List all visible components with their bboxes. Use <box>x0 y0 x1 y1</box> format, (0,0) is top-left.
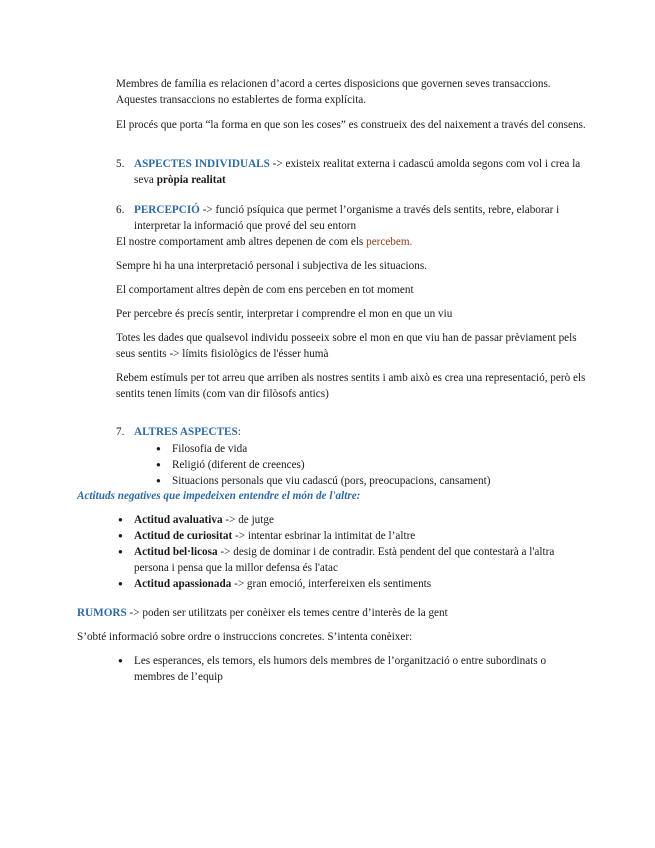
list-item <box>116 544 586 576</box>
paragraph-estimuls: Rebem estímuls per tot arreu que arriben als nostres sentits i amb això es crea una representació, però els sentits tenen límits (com van dir filòsofs antics) <box>116 372 586 400</box>
attitude-text: -> desig de dominar i de contradir. Està pendent del que contestarà a l'altra persona i pensa que la millor defensa és l'atac <box>134 546 555 574</box>
section-text: -> existeix realitat externa i cadascú amolda segons com vol i crea la seva <box>134 158 581 186</box>
list-item <box>154 473 584 489</box>
attitude-name: Actitud de curiositat <box>134 530 233 542</box>
paragraph-comportament: El comportament altres depèn de com ens perceben en tot moment <box>116 284 414 296</box>
list-item-percepcio <box>116 202 586 234</box>
highlighted-word: percebem. <box>366 236 413 248</box>
section-text: -> funció psíquica que permet l’organisme a través dels sentits, rebre, elaborar i interpretar la informació que prové del seu entorn <box>134 204 560 232</box>
bullet-dot-icon: ● <box>156 444 161 453</box>
attitude-name: Actitud bel·licosa <box>134 546 218 558</box>
bullet-dot-icon: ● <box>118 579 123 588</box>
list-number: 7. <box>116 426 125 438</box>
section-title: PERCEPCIÓ <box>134 204 200 216</box>
bullet-dot-icon: ● <box>118 515 123 524</box>
section-title: ALTRES ASPECTES <box>134 426 238 438</box>
paragraph-dades: Totes les dades que qualsevol individu posseeix sobre el mon en que viu han de passar prèviament pels seus sentits -> límits fisiològics de l'ésser humà <box>116 332 577 360</box>
paragraph-percebem <box>116 234 586 250</box>
list-item-aspectes-individuals <box>116 156 586 188</box>
bullet-dot-icon: ● <box>118 547 123 556</box>
bullet-dot-icon: ● <box>118 656 123 665</box>
paragraph-consensus: El procés que porta “la forma en que son les coses” es construeix des del naixement a través del consens. <box>116 119 586 131</box>
section-bold-end: pròpia realitat <box>156 174 226 186</box>
actituds-list <box>116 512 586 592</box>
list-number: 6. <box>116 204 125 216</box>
list-item-text: Situacions personals que viu cadascú (pors, preocupacions, cansament) <box>172 475 491 487</box>
bullet-dot-icon: ● <box>156 460 161 469</box>
list-item-text: Filosofia de vida <box>172 443 248 455</box>
rumors-list <box>116 653 586 685</box>
section-title: ASPECTES INDIVIDUALS <box>134 158 270 170</box>
paragraph-informacio: S’obté informació sobre ordre o instruccions concretes. S’intenta conèixer: <box>77 631 413 643</box>
rumors-text: -> poden ser utilitzats per conèixer els temes centre d’interès de la gent <box>126 607 448 619</box>
bullet-dot-icon: ● <box>118 531 123 540</box>
bullet-dot-icon: ● <box>156 476 161 485</box>
list-item-text: Les esperances, els temors, els humors dels membres de l’organització o entre subordinats o membres de l’equip <box>134 655 547 683</box>
list-item <box>116 653 586 685</box>
list-item <box>154 441 584 457</box>
paragraph-percebre: Per percebre és precís sentir, interpretar i comprendre el mon en que un viu <box>116 308 453 320</box>
list-item <box>116 576 586 592</box>
list-item <box>154 457 584 473</box>
paragraph-rumors <box>77 605 587 621</box>
attitude-text: -> gran emoció, interfereixen els sentiments <box>231 578 432 590</box>
list-item <box>116 528 586 544</box>
actituds-heading: Actituds negatives que impedeixen entendre el món de l'altre: <box>77 490 361 502</box>
attitude-name: Actitud apassionada <box>134 578 232 590</box>
text-prefix: El nostre comportament amb altres depenen de com els <box>116 236 367 248</box>
paragraph-interpretacio: Sempre hi ha una interpretació personal i subjectiva de les situacions. <box>116 260 427 272</box>
rumors-title: RUMORS <box>77 607 127 619</box>
attitude-text: -> intentar esbrinar la intimitat de l’altre <box>232 530 416 542</box>
paragraph-family-relations: Membres de família es relacionen d’acord a certes disposicions que governen seves transaccions. Aquestes transaccions no establertes de forma explícita. <box>116 78 551 106</box>
list-item-altres-aspectes <box>116 424 586 440</box>
attitude-name: Actitud avaluativa <box>134 514 223 526</box>
list-number: 5. <box>116 158 125 170</box>
section-colon: : <box>237 426 241 438</box>
attitude-text: -> de jutge <box>222 514 274 526</box>
altres-aspectes-list <box>154 441 584 489</box>
list-item <box>116 512 586 528</box>
list-item-text: Religió (diferent de creences) <box>172 459 305 471</box>
